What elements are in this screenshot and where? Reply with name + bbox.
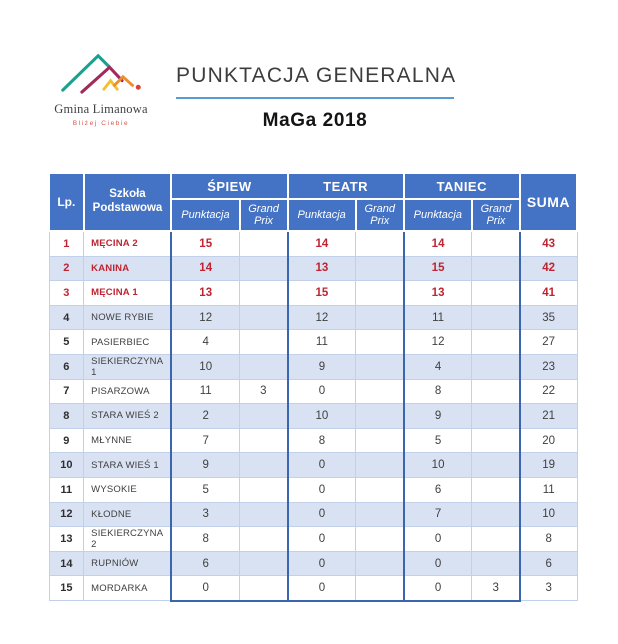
table-row [49,354,577,379]
teatr-score-cell: 0 [288,551,356,576]
teatr-score-cell: 15 [288,281,356,306]
taniec-score-cell: 12 [404,330,472,355]
table-row [49,256,577,281]
rank-cell: 12 [49,502,84,527]
teatr-grand-prix-cell [356,576,404,601]
taniec-score-cell: 5 [404,428,472,453]
taniec-grand-prix-cell [472,502,520,527]
school-cell: STARA WIEŚ 2 [84,404,172,429]
spiew-grand-prix-cell [240,231,288,256]
teatr-grand-prix-cell [356,305,404,330]
rank-cell: 6 [49,354,84,379]
sum-cell: 22 [520,379,577,404]
table-row [49,527,577,552]
subheader-grand-prix: Grand Prix [472,199,520,231]
teatr-grand-prix-cell [356,354,404,379]
table-header [49,173,577,231]
taniec-grand-prix-cell [472,256,520,281]
taniec-score-cell: 9 [404,404,472,429]
teatr-grand-prix-cell [356,379,404,404]
school-cell: SIEKIERCZYNA 1 [84,354,172,379]
spiew-grand-prix-cell [240,428,288,453]
taniec-score-cell: 6 [404,477,472,502]
sum-cell: 35 [520,305,577,330]
teatr-grand-prix-cell [356,527,404,552]
spiew-score-cell: 5 [171,477,239,502]
rank-cell: 4 [49,305,84,330]
sum-cell: 8 [520,527,577,552]
column-header-lp: Lp. [49,173,84,231]
taniec-score-cell: 8 [404,379,472,404]
table-row [49,379,577,404]
logo-tagline: Bliżej Ciebie [72,120,130,127]
spiew-grand-prix-cell [240,330,288,355]
spiew-score-cell: 10 [171,354,239,379]
taniec-grand-prix-cell [472,330,520,355]
page-subtitle: MaGa 2018 [262,110,368,131]
spiew-score-cell: 14 [171,256,239,281]
spiew-grand-prix-cell [240,256,288,281]
spiew-grand-prix-cell [240,453,288,478]
teatr-score-cell: 9 [288,354,356,379]
teatr-score-cell: 0 [288,477,356,502]
teatr-grand-prix-cell [356,502,404,527]
spiew-grand-prix-cell [240,354,288,379]
teatr-grand-prix-cell [356,404,404,429]
taniec-score-cell: 0 [404,527,472,552]
teatr-score-cell: 12 [288,305,356,330]
spiew-score-cell: 11 [171,379,239,404]
logo-name: Gmina Limanowa [54,102,148,116]
column-header-spiew: ŚPIEW [171,173,287,199]
taniec-grand-prix-cell [472,477,520,502]
taniec-score-cell: 10 [404,453,472,478]
taniec-score-cell: 11 [404,305,472,330]
sum-cell: 42 [520,256,577,281]
rank-cell: 5 [49,330,84,355]
table-row [49,305,577,330]
taniec-score-cell: 4 [404,354,472,379]
taniec-grand-prix-cell [472,404,520,429]
rank-cell: 10 [49,453,84,478]
school-cell: NOWE RYBIE [84,305,172,330]
spiew-score-cell: 12 [171,305,239,330]
spiew-score-cell: 13 [171,281,239,306]
spiew-score-cell: 3 [171,502,239,527]
taniec-score-cell: 15 [404,256,472,281]
gmina-limanowa-logo [50,44,152,127]
teatr-grand-prix-cell [356,551,404,576]
spiew-grand-prix-cell [240,502,288,527]
spiew-score-cell: 4 [171,330,239,355]
sum-cell: 19 [520,453,577,478]
subheader-punktacja: Punktacja [288,199,356,231]
school-cell: MĘCINA 2 [84,231,172,256]
table-row [49,330,577,355]
table-body [49,231,577,601]
teatr-score-cell: 0 [288,527,356,552]
subheader-grand-prix: Grand Prix [240,199,288,231]
spiew-score-cell: 7 [171,428,239,453]
table-row [49,576,577,601]
teatr-grand-prix-cell [356,231,404,256]
spiew-grand-prix-cell [240,305,288,330]
taniec-score-cell: 0 [404,551,472,576]
title-block [176,64,457,132]
subheader-punktacja: Punktacja [171,199,239,231]
rank-cell: 9 [49,428,84,453]
rank-cell: 14 [49,551,84,576]
sum-cell: 23 [520,354,577,379]
sum-cell: 27 [520,330,577,355]
table-row [49,502,577,527]
spiew-grand-prix-cell [240,281,288,306]
rank-cell: 13 [49,527,84,552]
teatr-score-cell: 0 [288,453,356,478]
school-cell: PASIERBIEC [84,330,172,355]
teatr-grand-prix-cell [356,256,404,281]
rank-cell: 2 [49,256,84,281]
teatr-score-cell: 0 [288,379,356,404]
subheader-grand-prix: Grand Prix [356,199,404,231]
taniec-grand-prix-cell [472,453,520,478]
sum-cell: 10 [520,502,577,527]
rank-cell: 1 [49,231,84,256]
teatr-grand-prix-cell [356,330,404,355]
school-cell: STARA WIEŚ 1 [84,453,172,478]
teatr-score-cell: 10 [288,404,356,429]
column-header-taniec: TANIEC [404,173,520,199]
spiew-grand-prix-cell [240,551,288,576]
page-title: PUNKTACJA GENERALNA [176,64,454,99]
rank-cell: 7 [49,379,84,404]
sum-cell: 43 [520,231,577,256]
taniec-grand-prix-cell [472,231,520,256]
school-cell: SIEKIERCZYNA 2 [84,527,172,552]
taniec-grand-prix-cell [472,281,520,306]
results-table [48,172,578,602]
table-row [49,404,577,429]
school-cell: WYSOKIE [84,477,172,502]
teatr-score-cell: 8 [288,428,356,453]
column-header-teatr: TEATR [288,173,404,199]
spiew-score-cell: 2 [171,404,239,429]
taniec-grand-prix-cell [472,354,520,379]
spiew-score-cell: 15 [171,231,239,256]
teatr-grand-prix-cell [356,428,404,453]
rank-cell: 8 [49,404,84,429]
taniec-score-cell: 0 [404,576,472,601]
sum-cell: 21 [520,404,577,429]
teatr-score-cell: 14 [288,231,356,256]
teatr-score-cell: 11 [288,330,356,355]
school-cell: MORDARKA [84,576,172,601]
table-row [49,477,577,502]
school-cell: MŁYNNE [84,428,172,453]
teatr-score-cell: 0 [288,502,356,527]
school-cell: KANINA [84,256,172,281]
spiew-grand-prix-cell [240,527,288,552]
teatr-grand-prix-cell [356,453,404,478]
spiew-grand-prix-cell [240,477,288,502]
taniec-grand-prix-cell [472,305,520,330]
sum-cell: 20 [520,428,577,453]
sum-cell: 11 [520,477,577,502]
teatr-score-cell: 0 [288,576,356,601]
sum-cell: 3 [520,576,577,601]
school-cell: KŁODNE [84,502,172,527]
table-row [49,231,577,256]
table-row [49,453,577,478]
taniec-score-cell: 7 [404,502,472,527]
taniec-grand-prix-cell [472,379,520,404]
taniec-grand-prix-cell [472,428,520,453]
subheader-punktacja: Punktacja [404,199,472,231]
rank-cell: 3 [49,281,84,306]
taniec-score-cell: 14 [404,231,472,256]
spiew-grand-prix-cell [240,576,288,601]
taniec-grand-prix-cell [472,527,520,552]
taniec-grand-prix-cell: 3 [472,576,520,601]
spiew-grand-prix-cell: 3 [240,379,288,404]
column-header-school: Szkoła Podstawowa [84,173,172,231]
mountain-peaks-icon [58,44,144,100]
table-row [49,428,577,453]
sum-cell: 6 [520,551,577,576]
teatr-grand-prix-cell [356,477,404,502]
taniec-grand-prix-cell [472,551,520,576]
rank-cell: 15 [49,576,84,601]
spiew-score-cell: 0 [171,576,239,601]
school-cell: PISARZOWA [84,379,172,404]
spiew-grand-prix-cell [240,404,288,429]
spiew-score-cell: 6 [171,551,239,576]
teatr-grand-prix-cell [356,281,404,306]
table-row [49,551,577,576]
sum-cell: 41 [520,281,577,306]
taniec-score-cell: 13 [404,281,472,306]
teatr-score-cell: 13 [288,256,356,281]
column-header-suma: SUMA [520,173,577,231]
rank-cell: 11 [49,477,84,502]
school-cell: RUPNIÓW [84,551,172,576]
school-cell: MĘCINA 1 [84,281,172,306]
spiew-score-cell: 9 [171,453,239,478]
table-row [49,281,577,306]
spiew-score-cell: 8 [171,527,239,552]
